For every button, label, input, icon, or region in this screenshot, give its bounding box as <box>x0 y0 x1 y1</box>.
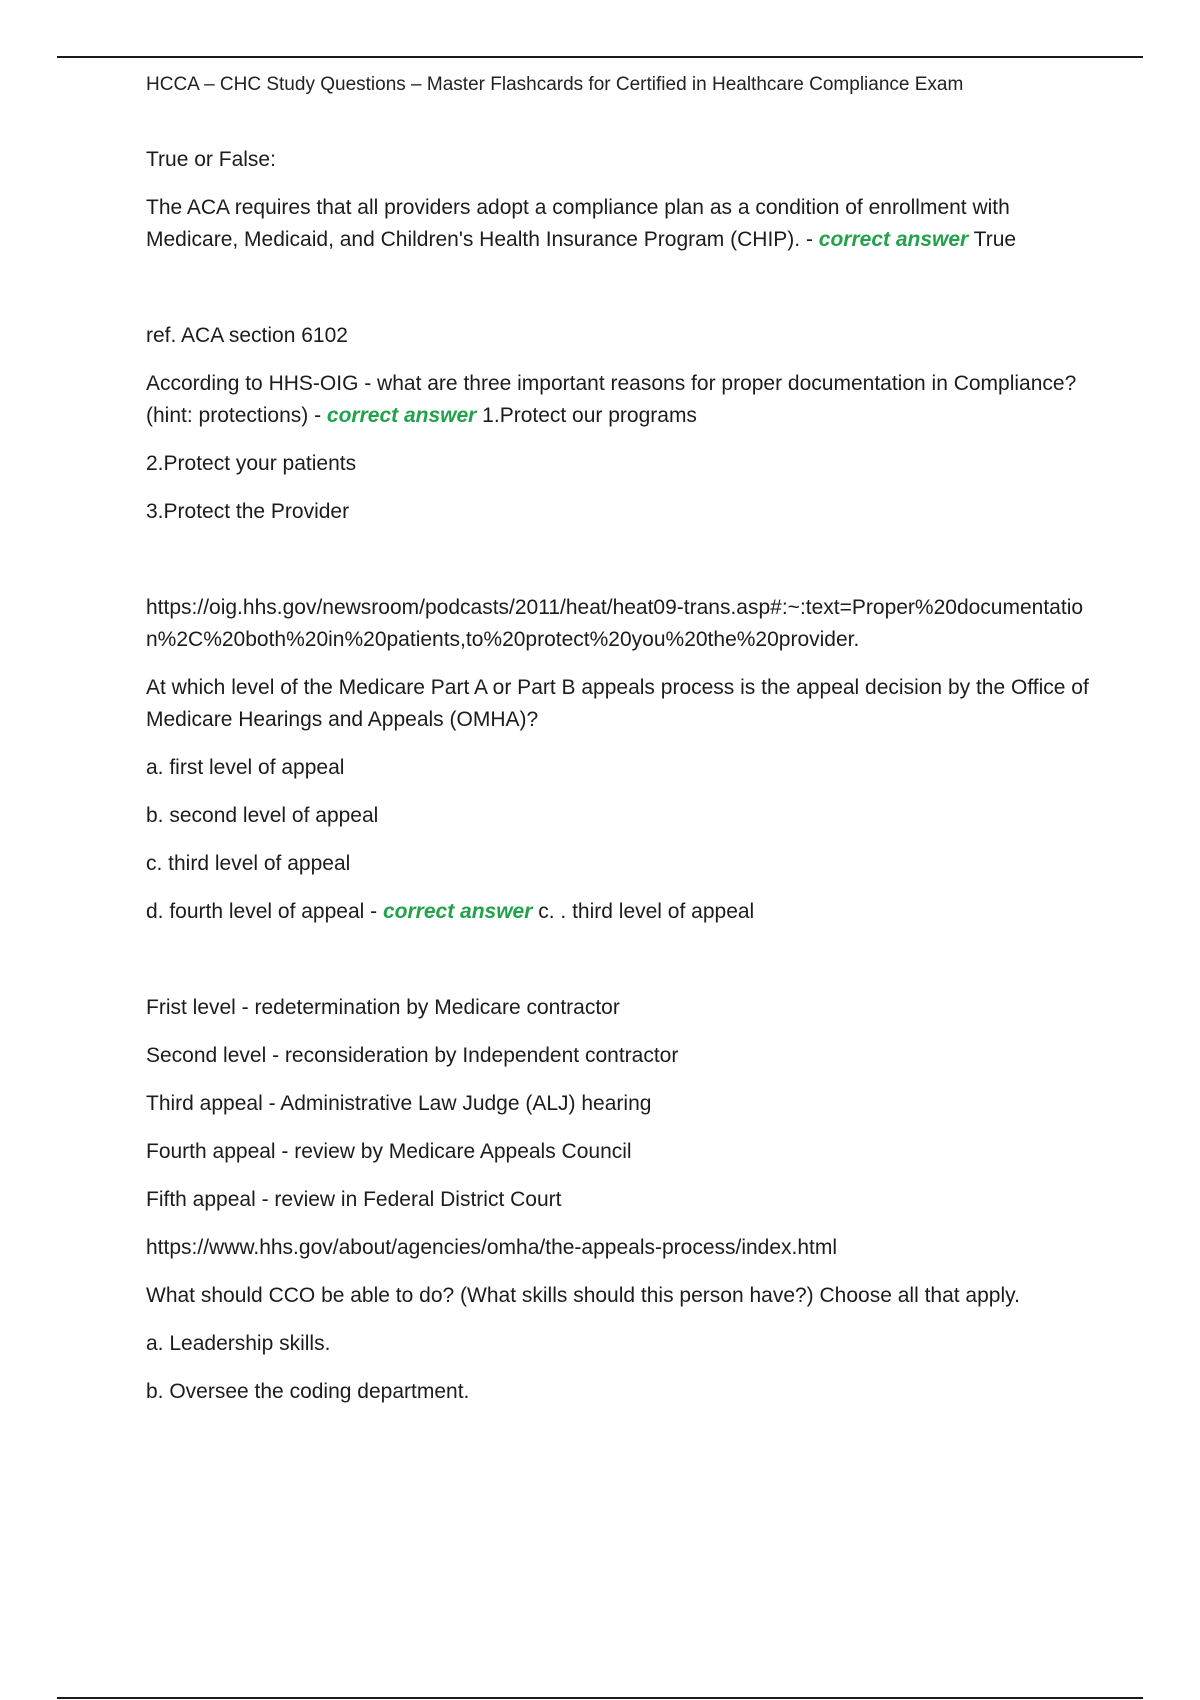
q3-option: a. first level of appeal <box>146 756 345 779</box>
q4-option: a. Leadership skills. <box>146 1332 331 1355</box>
q3-answer: c. . third level of appeal <box>532 900 755 923</box>
q3-level: Fifth appeal - review in Federal District Court <box>146 1188 562 1211</box>
q3-reference-url: https://www.hhs.gov/about/agencies/omha/the-appeals-process/index.html <box>146 1236 838 1259</box>
separator: - <box>364 900 383 923</box>
q3-level: Third appeal - Administrative Law Judge (ALJ) hearing <box>146 1092 652 1115</box>
spacer <box>146 544 1096 592</box>
q3-question: At which level of the Medicare Part A or Part B appeals process is the appeal decision by the Office of Medicare Hearings and Appeals (OMHA)? <box>146 676 1089 731</box>
spacer <box>146 944 1096 992</box>
q2-question: According to HHS-OIG - what are three important reasons for proper documentation in Compliance? (hint: protections) <box>146 372 1077 427</box>
correct-answer-label: correct answer <box>383 900 533 923</box>
q2-item: 2.Protect your patients <box>146 452 357 475</box>
q3-level: Second level - reconsideration by Independent contractor <box>146 1044 679 1067</box>
q3-option: b. second level of appeal <box>146 804 379 827</box>
separator: - <box>800 228 819 251</box>
document-body <box>146 144 1096 1424</box>
q1-ref: ref. ACA section 6102 <box>146 324 348 347</box>
correct-answer-label: correct answer <box>818 228 969 251</box>
q3-level: Frist level - redetermination by Medicare contractor <box>146 996 620 1019</box>
q1-answer: True <box>968 228 1017 251</box>
q1-prefix: True or False: <box>146 148 276 171</box>
separator: - <box>308 404 327 427</box>
q3-last-option: d. fourth level of appeal <box>146 900 365 923</box>
q3-option: c. third level of appeal <box>146 852 351 875</box>
q2-item: 3.Protect the Provider <box>146 500 350 523</box>
q2-block <box>146 368 1096 432</box>
spacer <box>146 272 1096 320</box>
q1-question: The ACA requires that all providers adopt a compliance plan as a condition of enrollment with Medicare, Medicaid, and Children's Health Insurance Program (CHIP). <box>146 196 1010 251</box>
q3-last-option-block <box>146 896 1096 928</box>
q4-question: What should CCO be able to do? (What skills should this person have?) Choose all that apply. <box>146 1284 1020 1307</box>
header-rule <box>57 56 1143 58</box>
q2-reference-url: https://oig.hhs.gov/newsroom/podcasts/2011/heat/heat09-trans.asp#:~:text=Proper%20documentation%2C%20both%20in%20patients,to%20protect%20you%20the%20provider. <box>146 596 1084 651</box>
q3-level: Fourth appeal - review by Medicare Appeals Council <box>146 1140 632 1163</box>
q2-answer: 1.Protect our programs <box>476 404 697 427</box>
q4-option: b. Oversee the coding department. <box>146 1380 470 1403</box>
footer-rule <box>57 1697 1143 1699</box>
page-header-title: HCCA – CHC Study Questions – Master Flashcards for Certified in Healthcare Compliance Exam <box>146 74 964 95</box>
correct-answer-label: correct answer <box>326 404 477 427</box>
q1-block <box>146 192 1096 256</box>
